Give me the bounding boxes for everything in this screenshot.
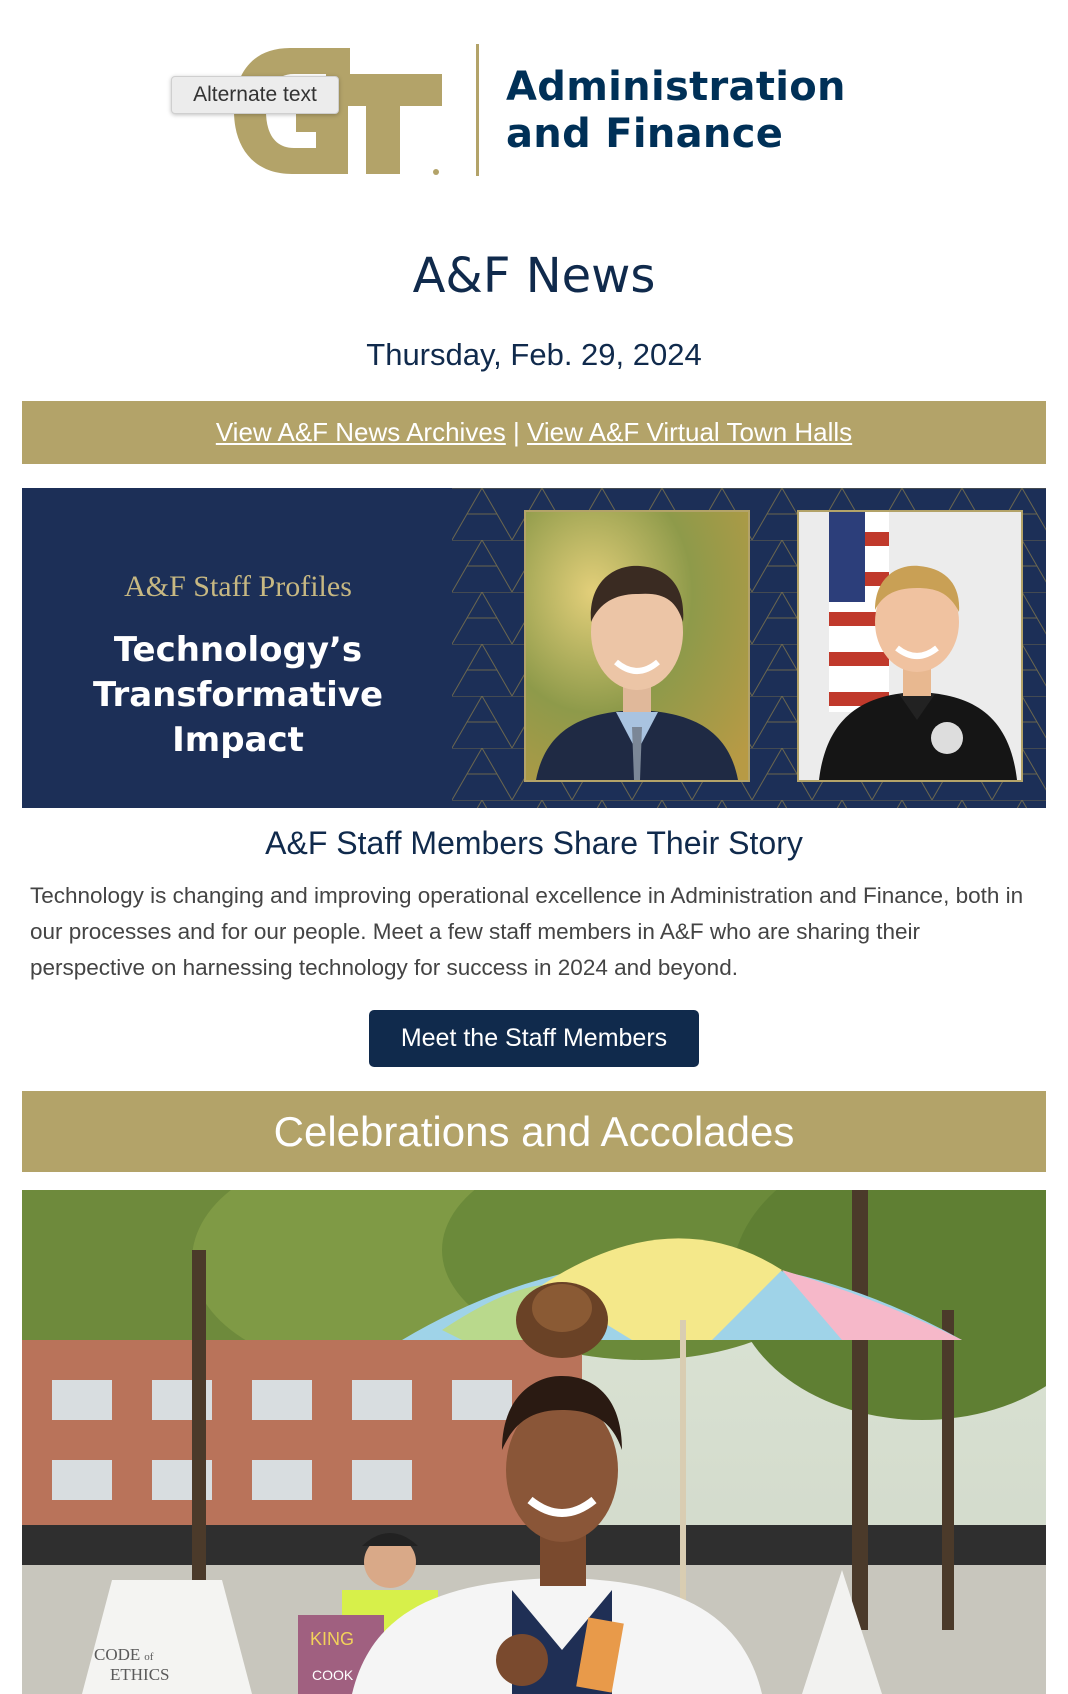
sign-cook-text: COOK [312, 1667, 354, 1683]
links-bar [22, 401, 1046, 464]
banner-headline [22, 628, 454, 763]
staff-photo-2 [797, 510, 1023, 782]
newsletter-title: A&F News [412, 248, 656, 304]
staff-profiles-banner[interactable] [22, 488, 1046, 808]
org-title [506, 64, 846, 158]
staff-portrait-2 [799, 512, 1021, 780]
celebrations-section-header: Celebrations and Accolades [22, 1091, 1046, 1172]
staff-photo-1 [524, 510, 750, 782]
meet-staff-button[interactable]: Meet the Staff Members [369, 1010, 699, 1067]
banner-kicker: A&F Staff Profiles [124, 570, 352, 603]
logo-divider [476, 44, 479, 176]
banner-headline-line2: Transformative Impact [92, 675, 384, 760]
celebrations-photo[interactable] [22, 1190, 1046, 1694]
archives-link[interactable]: View A&F News Archives [215, 417, 506, 447]
header-logo-area [0, 0, 1068, 200]
story-heading: A&F Staff Members Share Their Story [265, 825, 803, 861]
org-title-line1: Administration [506, 64, 846, 110]
links-separator: | [513, 417, 520, 447]
town-halls-link[interactable]: View A&F Virtual Town Halls [527, 417, 853, 447]
alt-text-tooltip: Alternate text [171, 76, 339, 114]
sign-ethics-text: ETHICS [110, 1665, 170, 1684]
celebrations-photo-illustration [22, 1190, 1046, 1694]
sign-code-of-ethics-text: CODE of [94, 1645, 154, 1664]
sign-king-text: KING [310, 1629, 355, 1649]
story-body: Technology is changing and improving operational excellence in Administration and Finance, both in our processes and for our people. Meet a few staff members in A&F who are sharing their perspective on harnessing technology for success in 2024 and beyond. [30, 883, 1024, 980]
newsletter-date: Thursday, Feb. 29, 2024 [366, 337, 702, 372]
banner-headline-line1: Technology’s [113, 630, 363, 670]
staff-portrait-1 [526, 512, 748, 780]
org-title-line2: and Finance [506, 111, 784, 157]
